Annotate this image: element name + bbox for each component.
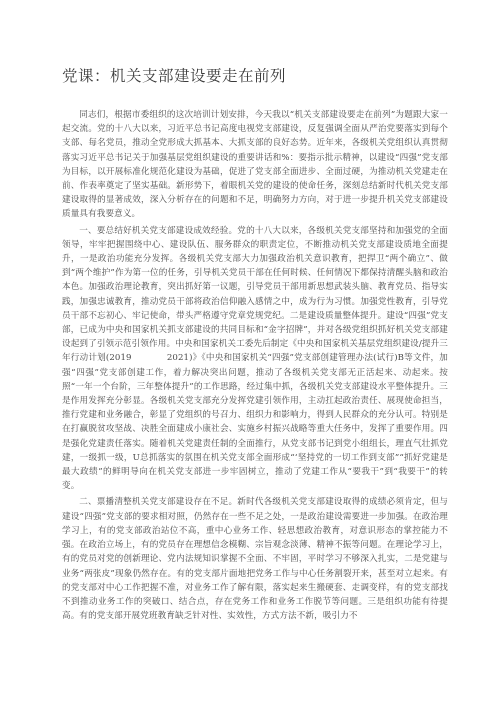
document-title: 党课：机关支部建设要走在前列 bbox=[62, 67, 287, 85]
paragraph-section-two: 二、票播清整机关党支部建设存在不足。新时代各级机关党支部建设取得的成绩必须肯定，但与建设“四强”党支部的要求相对照，仍然存在一些不足之处，一是政治建设需要进一步加强。在政治理学习上，有的党支部政治站位不高，重中心业务工作、轻思想政治教育，对意识形态的掌控能力不强。在政治立场上，有的党员存在理想信念模糊、宗旨观念淡薄、精神不振等问题。在理论学习上，有的党员对党的创新理论、党内法规知识掌握不全面、不牢固，平时学习不够深入扎实，二是党建与业务“两张皮”现象仍然存在。有的党支部片面地把党务工作与中心任务割裂开来，甚至对立起来。有的党支部对中心工作把握不准，对业务工作了解有限，落实起来生搬硬套、走调变样，有的党支部找不到推动业务工作的突破口、结合点，存在党务工作和业务工作脱节等问题。三是组织功能有待提高。有的党支部开展党班教育缺乏针对性、实效性，方式方法不新，吸引力不 bbox=[62, 497, 448, 622]
paragraph-section-one: 一、要总结好机关党支部建设成效经验。党的十八大以来，各级机关党支部坚持和加强党的全面领导，牢牢把握围绕中心、建设队伍、服务群众的职责定位，不断推动机关党支部建设质地全面提升，一是政治功能充分发挥。各级机关党支部大力加强政治机关意识教育，把捍卫“两个确立”、做到“两个维护”作为第一位的任务，引导机关党员干部在任何时候、任何情况下都保持清醒头脑和政治本色。加强政治理论教育，突出抓好第一议题，引导党员干部用新思想武装头脑、教育党员、指导实践，加强忠诚教育，推动党员干部将政治信仰融入感情之中，成为行为习惯。加强党性教育，引导党员干部不忘初心、牢记使命，带头严格遵守党章党规党纪。二是建设质量整体提升。建设“四强”党支部，已成为中央和国家机关抓支部建设的共同目标和“金字招牌”，并对各级党组织抓好机关党支部建设起到了引领示范引领作用。中央和国家机关工委先后制定《中央和国家机关基层党组织建设/提升三年行动计划(2019 2021)》《中央和国家机关“四强”党支部创建管理办法(试行)B等文件，加强“四强”党支部创建工作，着力解决突出问题，推动了各级机关党支部无正活起来、动起来。按照“一年一个台阶，三年整体提升”的工作思路，经过集中抓，各级机关党支部建设水平整体提升。三是作用发挥充分彰显。各级机关党支部充分发挥党建引领作用，主动扛起政治责任、展现使命担当，推行党建和业务融合，彰显了党组织的号召力、组织力和影响力，得到人民群众的充分认可。特别是在打赢脱贫攻坚战、决胜全面建成小康社会、实施乡村振兴战略等重大任务中，发挥了重要作用。四是强化党建责任落实。随着机关党建责任制的全面推行，从党支部书记到党小组组长，理直气壮抓党建，一级抓一级，U总抓落实的氛围在机关党支部全面形成“‘坚持党的一切工作到支部”“抓好党建是最大政绩”的鲜明导向在机关党支部进一步牢固树立，推动了党建工作从“要我干”到“我要干”的转变。 bbox=[62, 225, 448, 492]
paragraph-intro: 同志们，根据市委组织的这次培训计划安排，今天我以“机关支部建设要走在前列”为题跟大家一起交流。党的十八大以来，习近平总书记高度电视党支部建设，反复强调全面从严治党要落实到每个支部、每名党员，推动全党形成大抓基本、大抓支部的良好态势。近年来，各级机关党组织认真贯彻落实习近平总书记关于加强基层党组织建设的重要讲话和%：要指示批示精神，以建设“四强”党支部为目标，以开展标准化规范化建设为基础，促进了党支部全面进步、全面过硬，为推动机关党建走在前、作表率奠定了坚实基础。新形势下，着眼机关党的建设的使命任务，深刻总结新时代机关党支部建设取得的显著成效，深入分析存在的问题和不足，明确努力方向，对于进一步提升机关党支部建设质量具有我要意义。 bbox=[62, 110, 448, 220]
document-body bbox=[62, 108, 448, 623]
